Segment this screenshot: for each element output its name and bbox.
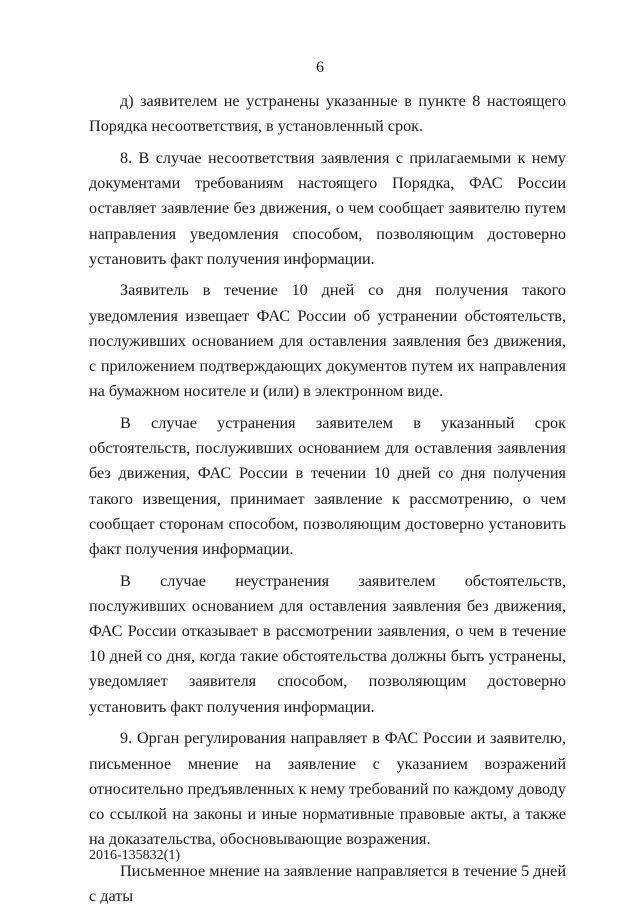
page-number: 6 [316, 59, 324, 76]
paragraph-item-d: д) заявителем не устранены указанные в пункте 8 настоящего Порядка несоответствия, в установленный срок. [89, 92, 566, 136]
paragraph-written-opinion: Письменное мнение на заявление направляется в течение 5 дней с даты [89, 861, 566, 906]
document-code: 2016-135832(1) [89, 848, 180, 863]
paragraph-cure-refused: В случае неустранения заявителем обстоятельств, послуживших основанием для оставления заявления без движения, ФАС России отказывает в рассмотрении заявления, о чем в течение 10 дней со дня, когда такие обстоятельства должны быть устранены, уведомляет заявителя способом, позволяющим достоверно установить факт получения информации. [89, 571, 566, 716]
paragraph-clause-9: 9. Орган регулирования направляет в ФАС России и заявителю, письменное мнение на заявление с указанием возражений относительно предъявленных к нему требований по каждому доводу со ссылкой на законы и иные нормативные правовые акты, а также на доказательства, обосновывающие возражения. [89, 729, 566, 849]
paragraph-cure-accepted: В случае устранения заявителем в указанный срок обстоятельств, послуживших основанием для оставления заявления без движения, ФАС России в течении 10 дней со дня получения такого извещения, принимает заявление к рассмотрению, о чем сообщает сторонам способом, позволяющим достоверно установить факт получения информации. [89, 413, 566, 558]
paragraph-applicant-notice: Заявитель в течение 10 дней со дня получения такого уведомления извещает ФАС России об устранении обстоятельств, послуживших основанием для оставления заявления без движения, с приложением подтверждающих документов путем их направления на бумажном носителе и (или) в электронном виде. [89, 281, 566, 401]
paragraph-clause-8: 8. В случае несоответствия заявления с прилагаемыми к нему документами требованиям настоящего Порядка, ФАС России оставляет заявление без движения, о чем сообщает заявителю путем направления уведомления способом, позволяющим достоверно установить факт получения информации. [89, 148, 566, 268]
document-body [89, 89, 566, 916]
